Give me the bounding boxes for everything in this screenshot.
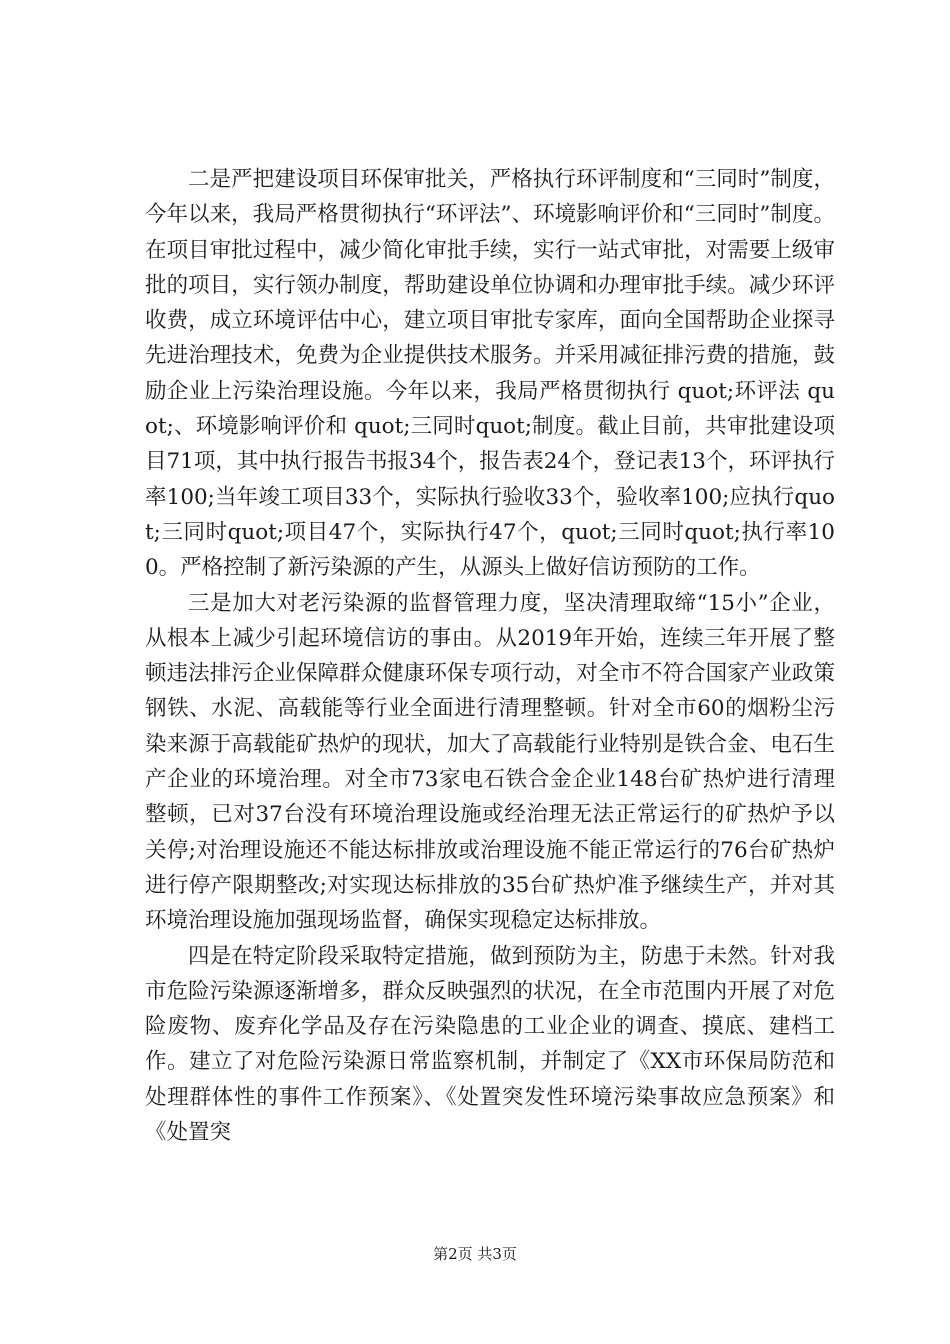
body-text (145, 162, 835, 1150)
page-footer: 第2页 共3页 (433, 1245, 517, 1263)
paragraph-2: 二是严把建设项目环保审批关，严格执行环评制度和“三同时”制度，今年以来，我局严格贯彻执行“环评法”、环境影响评价和“三同时”制度。在项目审批过程中，减少简化审批手续，实行一站式审批，对需要上级审批的项目，实行领办制度，帮助建设单位协调和办理审批手续。减少环评收费，成立环境评估中心，建立项目审批专家库，面向全国帮助企业探寻先进治理技术，免费为企业提供技术服务。并采用减征排污费的措施，鼓励企业上污染治理设施。今年以来，我局严格贯彻执行 quot;环评法 quot;、环境影响评价和 quot;三同时quot;制度。截止目前，共审批建设项目71项，其中执行报告书报34个，报告表24个，登记表13个，环评执行率100;当年竣工项目33个，实际执行验收33个，验收率100;应执行quot;三同时quot;项目47个，实际执行47个，quot;三同时quot;执行率100。严格控制了新污染源的产生，从源头上做好信访预防的工作。 (145, 167, 835, 581)
paragraph-4: 四是在特定阶段采取特定措施，做到预防为主，防患于未然。针对我市危险污染源逐渐增多，群众反映强烈的状况，在全市范围内开展了对危险废物、废弃化学品及存在污染隐患的工业企业的调查、摸底、建档工作。建立了对危险污染源日常监察机制，并制定了《XX市环保局防范和处理群体性的事件工作预案》、《处置突发性环境污染事故应急预案》和《处置突 (145, 943, 835, 1146)
paragraph-3: 三是加大对老污染源的监督管理力度，坚决清理取缔“15小”企业，从根本上减少引起环境信访的事由。从2019年开始，连续三年开展了整顿违法排污企业保障群众健康环保专项行动，对全市不符合国家产业政策钢铁、水泥、高载能等行业全面进行清理整顿。针对全市60的烟粉尘污染来源于高载能矿热炉的现状，加大了高载能行业特别是铁合金、电石生产企业的环境治理。对全市73家电石铁合金企业148台矿热炉进行清理整顿，已对37台没有环境治理设施或经治理无法正常运行的矿热炉予以关停;对治理设施还不能达标排放或治理设施不能正常运行的76台矿热炉进行停产限期整改;对实现达标排放的35台矿热炉准予继续生产，并对其环境治理设施加强现场监督，确保实现稳定达标排放。 (145, 590, 835, 934)
